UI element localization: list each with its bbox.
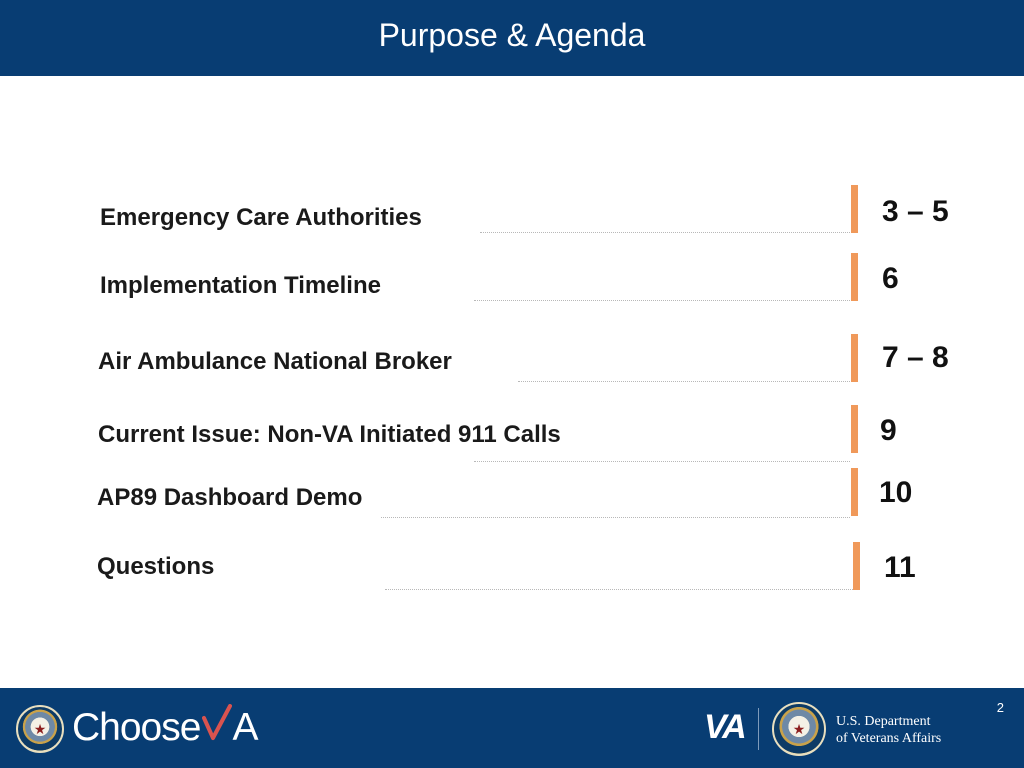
slide-title: Purpose & Agenda	[378, 16, 646, 53]
leader-dots	[474, 300, 850, 301]
leader-dots	[518, 381, 850, 382]
agenda-item-label: Implementation Timeline	[100, 272, 381, 299]
agenda-item-label: Air Ambulance National Broker	[98, 348, 452, 375]
footer-divider	[758, 708, 759, 750]
checkmark-v-icon	[202, 704, 232, 742]
leader-dots	[480, 232, 850, 233]
va-seal-icon: ★	[772, 702, 826, 756]
leader-dots	[385, 589, 853, 590]
accent-bar	[853, 542, 860, 590]
va-mark-logo: VA	[704, 708, 745, 746]
slide-number: 2	[996, 700, 1004, 715]
agenda-item-pages: 9	[880, 414, 897, 447]
accent-bar	[851, 253, 858, 301]
accent-bar	[851, 185, 858, 233]
agenda-item-pages: 10	[879, 476, 913, 509]
header-bar	[0, 0, 1024, 76]
department-line-2: of Veterans Affairs	[836, 731, 942, 746]
agenda-item-label: Questions	[97, 553, 215, 580]
department-line-1: U.S. Department	[836, 714, 931, 729]
accent-bar	[851, 468, 858, 516]
agenda-item-pages: 11	[884, 551, 916, 584]
agenda-item-label: Emergency Care Authorities	[100, 204, 422, 231]
agenda-item-label: AP89 Dashboard Demo	[97, 484, 363, 511]
accent-bar	[851, 405, 858, 453]
choose-word: Choose	[72, 706, 201, 749]
agenda-item-pages: 3 – 5	[882, 195, 949, 228]
choose-va-logo	[72, 704, 257, 750]
agenda-item-pages: 6	[882, 262, 899, 295]
leader-dots	[381, 517, 850, 518]
agenda-item-pages: 7 – 8	[882, 341, 949, 374]
accent-bar	[851, 334, 858, 382]
leader-dots	[474, 461, 850, 462]
choose-va-a: A	[232, 706, 258, 749]
va-seal-icon: ★	[16, 705, 64, 753]
agenda-item-label: Current Issue: Non-VA Initiated 911 Calls	[98, 421, 561, 448]
department-name	[836, 713, 941, 747]
